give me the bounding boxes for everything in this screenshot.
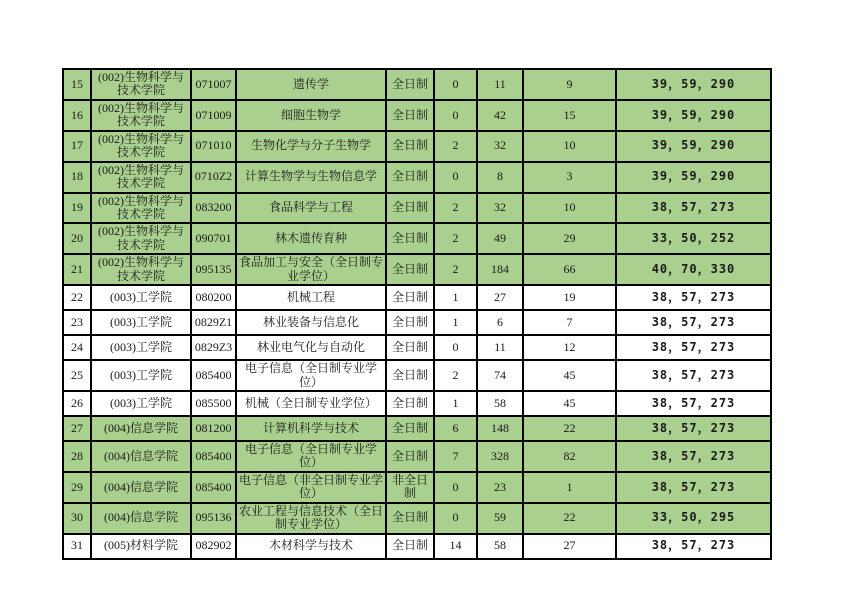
- table-row: [63, 391, 771, 416]
- cell-major-name: 生物化学与分子生物学: [236, 131, 386, 162]
- cell-college-name: (005)材料学院: [91, 534, 191, 559]
- table-row: [63, 223, 771, 254]
- cell-score-line: 38，57，273: [616, 360, 771, 391]
- cell-num-2: 32: [477, 193, 523, 224]
- cell-row-no: 19: [63, 193, 91, 224]
- cell-college-name: (003)工学院: [91, 310, 191, 335]
- cell-major-name: 机械（全日制专业学位）: [236, 391, 386, 416]
- cell-score-line: 39，59，290: [616, 69, 771, 100]
- cell-study-mode: 全日制: [386, 162, 434, 193]
- cell-num-1: 2: [434, 131, 477, 162]
- cell-num-3: 19: [523, 285, 616, 310]
- cell-num-3: 3: [523, 162, 616, 193]
- cell-num-1: 2: [434, 193, 477, 224]
- cell-major-code: 0829Z1: [191, 310, 236, 335]
- cell-num-1: 2: [434, 360, 477, 391]
- cell-major-code: 085400: [191, 472, 236, 503]
- cell-num-2: 58: [477, 534, 523, 559]
- cell-study-mode: 非全日制: [386, 472, 434, 503]
- table-row: [63, 472, 771, 503]
- cell-num-2: 328: [477, 441, 523, 472]
- table-row: [63, 254, 771, 285]
- cell-num-3: 10: [523, 131, 616, 162]
- cell-row-no: 29: [63, 472, 91, 503]
- cell-major-code: 0710Z2: [191, 162, 236, 193]
- cell-num-1: 14: [434, 534, 477, 559]
- cell-num-1: 1: [434, 285, 477, 310]
- cell-num-1: 1: [434, 310, 477, 335]
- cell-num-1: 0: [434, 335, 477, 360]
- cell-num-3: 27: [523, 534, 616, 559]
- cell-major-code: 0829Z3: [191, 335, 236, 360]
- cell-num-2: 27: [477, 285, 523, 310]
- cell-major-name: 电子信息（全日制专业学位）: [236, 441, 386, 472]
- table-row: [63, 193, 771, 224]
- cell-num-2: 11: [477, 335, 523, 360]
- cell-num-2: 148: [477, 416, 523, 441]
- cell-study-mode: 全日制: [386, 193, 434, 224]
- cell-score-line: 40，70，330: [616, 254, 771, 285]
- cell-major-code: 085500: [191, 391, 236, 416]
- cell-num-2: 59: [477, 503, 523, 534]
- cell-study-mode: 全日制: [386, 131, 434, 162]
- cell-major-code: 071010: [191, 131, 236, 162]
- cell-college-name: (004)信息学院: [91, 503, 191, 534]
- table-row: [63, 310, 771, 335]
- cell-study-mode: 全日制: [386, 223, 434, 254]
- cell-score-line: 33，50，252: [616, 223, 771, 254]
- cell-score-line: 33，50，295: [616, 503, 771, 534]
- cell-major-code: 080200: [191, 285, 236, 310]
- cell-num-2: 32: [477, 131, 523, 162]
- cell-score-line: 39，59，290: [616, 162, 771, 193]
- cell-row-no: 18: [63, 162, 91, 193]
- cell-row-no: 21: [63, 254, 91, 285]
- cell-num-1: 0: [434, 162, 477, 193]
- table-row: [63, 285, 771, 310]
- cell-major-code: 085400: [191, 360, 236, 391]
- cell-num-2: 58: [477, 391, 523, 416]
- cell-college-name: (002)生物科学与技术学院: [91, 69, 191, 100]
- cell-college-name: (004)信息学院: [91, 441, 191, 472]
- cell-study-mode: 全日制: [386, 503, 434, 534]
- cell-score-line: 39，59，290: [616, 131, 771, 162]
- cell-num-2: 74: [477, 360, 523, 391]
- cell-major-name: 食品科学与工程: [236, 193, 386, 224]
- table-row: [63, 416, 771, 441]
- cell-score-line: 38，57，273: [616, 416, 771, 441]
- cell-college-name: (003)工学院: [91, 285, 191, 310]
- cell-college-name: (004)信息学院: [91, 472, 191, 503]
- cell-study-mode: 全日制: [386, 69, 434, 100]
- cell-score-line: 38，57，273: [616, 534, 771, 559]
- cell-college-name: (003)工学院: [91, 335, 191, 360]
- cell-num-2: 6: [477, 310, 523, 335]
- cell-college-name: (002)生物科学与技术学院: [91, 254, 191, 285]
- cell-num-3: 45: [523, 360, 616, 391]
- cell-score-line: 38，57，273: [616, 472, 771, 503]
- cell-major-name: 计算机科学与技术: [236, 416, 386, 441]
- cell-study-mode: 全日制: [386, 534, 434, 559]
- cell-num-3: 12: [523, 335, 616, 360]
- cell-row-no: 27: [63, 416, 91, 441]
- cell-num-3: 9: [523, 69, 616, 100]
- cell-college-name: (002)生物科学与技术学院: [91, 100, 191, 131]
- cell-major-name: 机械工程: [236, 285, 386, 310]
- cell-major-code: 095135: [191, 254, 236, 285]
- cell-major-code: 082902: [191, 534, 236, 559]
- cell-row-no: 16: [63, 100, 91, 131]
- cell-score-line: 38，57，273: [616, 391, 771, 416]
- cell-row-no: 28: [63, 441, 91, 472]
- cell-college-name: (002)生物科学与技术学院: [91, 131, 191, 162]
- cell-row-no: 24: [63, 335, 91, 360]
- cell-major-code: 081200: [191, 416, 236, 441]
- cell-college-name: (003)工学院: [91, 360, 191, 391]
- cell-major-code: 095136: [191, 503, 236, 534]
- cell-num-3: 66: [523, 254, 616, 285]
- admissions-table-body: [63, 69, 771, 559]
- cell-major-code: 090701: [191, 223, 236, 254]
- cell-num-2: 184: [477, 254, 523, 285]
- cell-row-no: 30: [63, 503, 91, 534]
- table-row: [63, 534, 771, 559]
- cell-college-name: (002)生物科学与技术学院: [91, 162, 191, 193]
- cell-major-name: 木材科学与技术: [236, 534, 386, 559]
- cell-num-3: 10: [523, 193, 616, 224]
- cell-study-mode: 全日制: [386, 335, 434, 360]
- cell-num-2: 42: [477, 100, 523, 131]
- cell-major-name: 林木遗传育种: [236, 223, 386, 254]
- table-row: [63, 100, 771, 131]
- cell-major-code: 083200: [191, 193, 236, 224]
- cell-row-no: 23: [63, 310, 91, 335]
- cell-score-line: 38，57，273: [616, 441, 771, 472]
- cell-score-line: 38，57，273: [616, 193, 771, 224]
- cell-college-name: (003)工学院: [91, 391, 191, 416]
- cell-major-code: 071009: [191, 100, 236, 131]
- cell-num-3: 82: [523, 441, 616, 472]
- cell-num-3: 7: [523, 310, 616, 335]
- cell-num-2: 23: [477, 472, 523, 503]
- cell-study-mode: 全日制: [386, 391, 434, 416]
- table-row: [63, 335, 771, 360]
- cell-num-1: 2: [434, 223, 477, 254]
- cell-score-line: 38，57，273: [616, 310, 771, 335]
- cell-num-3: 29: [523, 223, 616, 254]
- cell-major-name: 林业装备与信息化: [236, 310, 386, 335]
- cell-score-line: 38，57，273: [616, 285, 771, 310]
- cell-study-mode: 全日制: [386, 360, 434, 391]
- cell-num-2: 8: [477, 162, 523, 193]
- cell-major-code: 085400: [191, 441, 236, 472]
- cell-study-mode: 全日制: [386, 441, 434, 472]
- cell-major-name: 电子信息（非全日制专业学位）: [236, 472, 386, 503]
- cell-row-no: 25: [63, 360, 91, 391]
- cell-row-no: 31: [63, 534, 91, 559]
- cell-num-3: 22: [523, 503, 616, 534]
- table-row: [63, 503, 771, 534]
- cell-row-no: 15: [63, 69, 91, 100]
- cell-study-mode: 全日制: [386, 416, 434, 441]
- cell-row-no: 17: [63, 131, 91, 162]
- cell-num-1: 0: [434, 100, 477, 131]
- cell-major-name: 遗传学: [236, 69, 386, 100]
- cell-college-name: (002)生物科学与技术学院: [91, 193, 191, 224]
- cell-major-name: 细胞生物学: [236, 100, 386, 131]
- cell-college-name: (004)信息学院: [91, 416, 191, 441]
- cell-num-1: 0: [434, 503, 477, 534]
- cell-study-mode: 全日制: [386, 285, 434, 310]
- cell-num-3: 45: [523, 391, 616, 416]
- table-row: [63, 69, 771, 100]
- cell-row-no: 22: [63, 285, 91, 310]
- cell-score-line: 39，59，290: [616, 100, 771, 131]
- cell-num-3: 15: [523, 100, 616, 131]
- cell-num-2: 49: [477, 223, 523, 254]
- cell-num-1: 2: [434, 254, 477, 285]
- cell-major-name: 电子信息（全日制专业学位）: [236, 360, 386, 391]
- cell-major-name: 林业电气化与自动化: [236, 335, 386, 360]
- cell-num-1: 0: [434, 69, 477, 100]
- cell-study-mode: 全日制: [386, 310, 434, 335]
- cell-num-1: 1: [434, 391, 477, 416]
- cell-row-no: 20: [63, 223, 91, 254]
- cell-college-name: (002)生物科学与技术学院: [91, 223, 191, 254]
- cell-major-name: 农业工程与信息技术（全日制专业学位）: [236, 503, 386, 534]
- cell-major-code: 071007: [191, 69, 236, 100]
- cell-num-1: 7: [434, 441, 477, 472]
- table-row: [63, 360, 771, 391]
- cell-num-2: 11: [477, 69, 523, 100]
- cell-num-3: 22: [523, 416, 616, 441]
- cell-row-no: 26: [63, 391, 91, 416]
- cell-score-line: 38，57，273: [616, 335, 771, 360]
- cell-study-mode: 全日制: [386, 100, 434, 131]
- cell-num-1: 0: [434, 472, 477, 503]
- table-row: [63, 162, 771, 193]
- cell-major-name: 食品加工与安全（全日制专业学位）: [236, 254, 386, 285]
- admissions-score-table: [62, 68, 772, 560]
- table-row: [63, 131, 771, 162]
- cell-major-name: 计算生物学与生物信息学: [236, 162, 386, 193]
- table-row: [63, 441, 771, 472]
- cell-num-3: 1: [523, 472, 616, 503]
- cell-num-1: 6: [434, 416, 477, 441]
- cell-study-mode: 全日制: [386, 254, 434, 285]
